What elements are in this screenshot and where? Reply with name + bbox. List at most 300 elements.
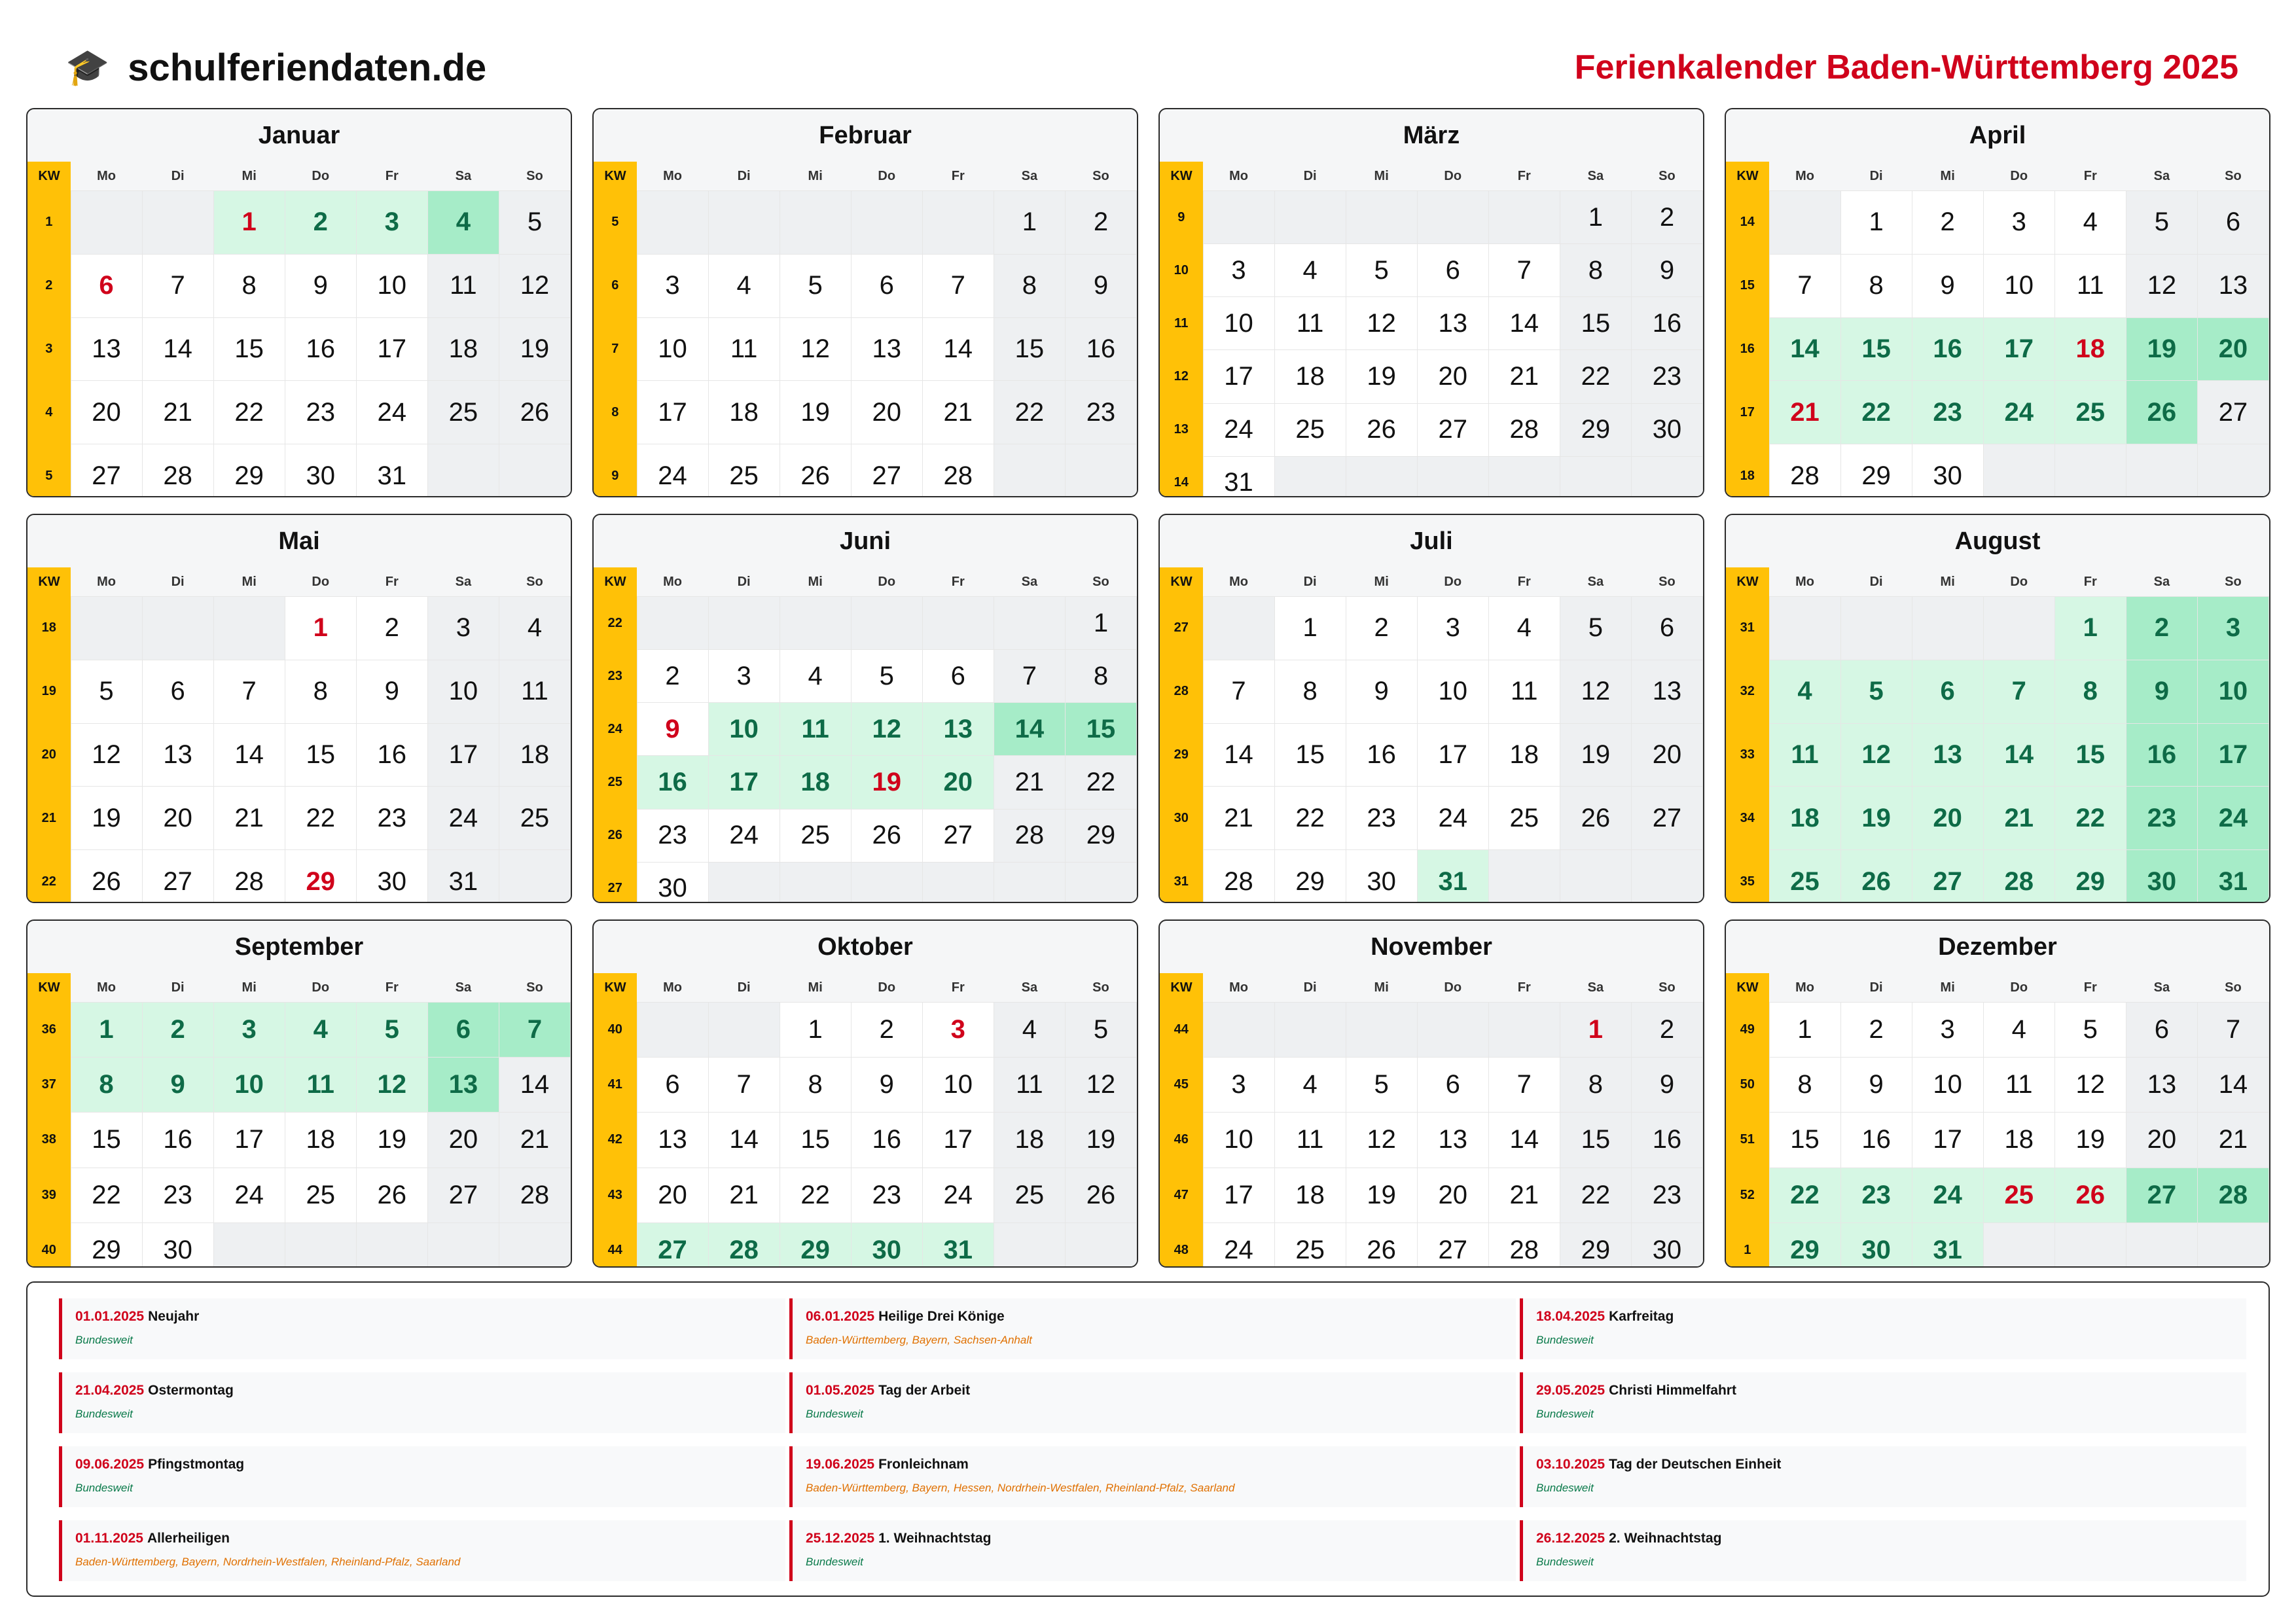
day-cell: 14 (708, 1113, 780, 1168)
empty-cell (922, 191, 994, 255)
day-cell: 6 (1631, 597, 1702, 660)
week-row (27, 723, 571, 787)
day-cell: 19 (1560, 723, 1631, 787)
empty-cell (1346, 191, 1417, 244)
day-cell: 14 (499, 1058, 570, 1113)
kw-number: 52 (1726, 1168, 1769, 1222)
kw-number: 31 (1160, 850, 1203, 903)
day-cell: 29 (1274, 850, 1346, 903)
kw-number: 1 (27, 191, 71, 255)
day-cell: 25 (285, 1168, 356, 1222)
week-row (27, 191, 571, 255)
empty-cell (780, 191, 851, 255)
weekday-header: Sa (427, 973, 499, 1003)
empty-cell (637, 597, 708, 650)
day-cell: 13 (1631, 660, 1702, 723)
kw-number: 36 (27, 1003, 71, 1058)
day-cell: 6 (2197, 191, 2269, 255)
day-cell: 23 (2126, 787, 2197, 850)
weekday-header: Di (1274, 973, 1346, 1003)
week-row (1160, 787, 1703, 850)
weekday-header: So (1631, 162, 1702, 191)
kw-number: 47 (1160, 1168, 1203, 1222)
day-cell: 8 (994, 254, 1065, 317)
empty-cell (1488, 456, 1560, 497)
day-cell: 23 (142, 1168, 213, 1222)
weekday-header: Sa (994, 973, 1065, 1003)
day-cell: 6 (637, 1058, 708, 1113)
day-cell: 5 (356, 1003, 427, 1058)
week-row (1726, 723, 2269, 787)
day-cell: 24 (1417, 787, 1488, 850)
kw-number: 37 (27, 1058, 71, 1113)
day-cell: 28 (2197, 1168, 2269, 1222)
empty-cell (637, 1003, 708, 1058)
day-cell: 22 (1769, 1168, 1840, 1222)
weekday-header: Sa (1560, 162, 1631, 191)
day-cell: 16 (1631, 297, 1702, 350)
day-cell: 2 (637, 650, 708, 703)
day-cell: 3 (427, 597, 499, 660)
day-cell: 15 (213, 317, 285, 381)
day-cell: 13 (2197, 254, 2269, 317)
site-name: schulferiendaten.de (128, 46, 487, 89)
kw-header: KW (1160, 162, 1203, 191)
kw-number: 49 (1726, 1003, 1769, 1058)
day-cell: 16 (356, 723, 427, 787)
kw-number: 39 (27, 1168, 71, 1222)
day-cell: 4 (2054, 191, 2126, 255)
holiday-date: 19.06.2025 (806, 1457, 875, 1472)
empty-cell (1983, 444, 2054, 497)
day-cell: 12 (1560, 660, 1631, 723)
empty-cell (1417, 456, 1488, 497)
day-cell: 19 (780, 381, 851, 444)
site-logo[interactable] (65, 38, 486, 97)
kw-header: KW (27, 973, 71, 1003)
day-cell: 5 (1346, 1058, 1417, 1113)
holiday-item (789, 1298, 1516, 1359)
holiday-regions: Bundesweit (1536, 1408, 1594, 1420)
kw-number: 8 (594, 381, 637, 444)
day-cell: 7 (499, 1003, 570, 1058)
day-cell: 21 (1488, 350, 1560, 403)
month-title: Januar (258, 122, 340, 149)
day-cell: 20 (427, 1113, 499, 1168)
kw-number: 22 (27, 850, 71, 903)
weekday-header: Sa (2126, 567, 2197, 597)
day-cell: 6 (2126, 1003, 2197, 1058)
month-dezember (1725, 919, 2270, 1268)
weekday-header: Mo (1203, 162, 1274, 191)
day-cell: 19 (1346, 350, 1417, 403)
month-januar (26, 108, 572, 497)
day-cell: 24 (213, 1168, 285, 1222)
day-cell: 3 (637, 254, 708, 317)
holiday-name: Ostermontag (148, 1383, 234, 1398)
holiday-date: 03.10.2025 (1536, 1457, 1605, 1472)
kw-number: 22 (594, 597, 637, 650)
day-cell: 29 (285, 850, 356, 903)
day-cell: 2 (2126, 597, 2197, 660)
day-cell: 26 (1346, 1222, 1417, 1268)
weekday-header: Di (708, 973, 780, 1003)
day-cell: 3 (922, 1003, 994, 1058)
day-cell: 3 (1203, 244, 1274, 297)
kw-number: 9 (594, 444, 637, 497)
day-cell: 18 (994, 1113, 1065, 1168)
day-cell: 17 (922, 1113, 994, 1168)
weekday-header: Sa (2126, 973, 2197, 1003)
kw-header: KW (1726, 162, 1769, 191)
day-cell: 13 (1417, 1113, 1488, 1168)
day-cell: 6 (1417, 1058, 1488, 1113)
empty-cell (499, 850, 570, 903)
empty-cell (1631, 456, 1702, 497)
empty-cell (1983, 597, 2054, 660)
kw-number: 14 (1160, 456, 1203, 497)
day-cell: 16 (2126, 723, 2197, 787)
day-cell: 24 (2197, 787, 2269, 850)
day-cell: 2 (1840, 1003, 1912, 1058)
day-cell: 26 (851, 809, 922, 862)
empty-cell (427, 1222, 499, 1268)
day-cell: 17 (637, 381, 708, 444)
kw-number: 11 (1160, 297, 1203, 350)
day-cell: 24 (356, 381, 427, 444)
kw-number: 12 (1160, 350, 1203, 403)
weekday-header: Fr (1488, 162, 1560, 191)
week-row (27, 444, 571, 497)
weekday-header: So (2197, 567, 2269, 597)
holiday-item (59, 1446, 785, 1507)
holiday-item (1520, 1298, 2246, 1359)
kw-number: 3 (27, 317, 71, 381)
empty-cell (1912, 597, 1983, 660)
day-cell: 10 (708, 703, 780, 756)
day-cell: 6 (1912, 660, 1983, 723)
weekday-header: Mi (780, 567, 851, 597)
day-cell: 17 (1203, 1168, 1274, 1222)
day-cell: 5 (499, 191, 570, 255)
weekday-header: Do (1983, 567, 2054, 597)
day-cell: 2 (1912, 191, 1983, 255)
holiday-date: 21.04.2025 (75, 1383, 145, 1398)
weekday-header: Sa (994, 162, 1065, 191)
weekday-header: Mi (780, 973, 851, 1003)
weekday-header: Fr (356, 567, 427, 597)
day-cell: 23 (356, 787, 427, 850)
day-cell: 6 (427, 1003, 499, 1058)
week-row (1160, 1168, 1703, 1222)
month-oktober (592, 919, 1138, 1268)
day-cell: 30 (1840, 1222, 1912, 1268)
day-cell: 1 (71, 1003, 142, 1058)
day-cell: 4 (285, 1003, 356, 1058)
empty-cell (285, 1222, 356, 1268)
day-cell: 10 (1983, 254, 2054, 317)
weekday-header: Do (1417, 973, 1488, 1003)
empty-cell (1065, 862, 1136, 903)
day-cell: 12 (71, 723, 142, 787)
kw-number: 4 (27, 381, 71, 444)
week-row (27, 381, 571, 444)
kw-number: 33 (1726, 723, 1769, 787)
week-row (594, 756, 1137, 809)
week-row (1726, 444, 2269, 497)
holiday-item (789, 1446, 1516, 1507)
week-row (1726, 1113, 2269, 1168)
day-cell: 5 (71, 660, 142, 723)
day-cell: 12 (851, 703, 922, 756)
weekday-header: Sa (994, 567, 1065, 597)
day-cell: 16 (1912, 317, 1983, 381)
kw-number: 40 (594, 1003, 637, 1058)
day-cell: 27 (1912, 850, 1983, 903)
weekday-header: Di (142, 973, 213, 1003)
day-cell: 3 (1983, 191, 2054, 255)
page-title: Ferienkalender Baden-Württemberg 2025 (1574, 48, 2238, 86)
kw-number: 51 (1726, 1113, 1769, 1168)
day-cell: 4 (427, 191, 499, 255)
day-cell: 18 (499, 723, 570, 787)
day-cell: 30 (356, 850, 427, 903)
day-cell: 10 (356, 254, 427, 317)
day-cell: 24 (637, 444, 708, 497)
day-cell: 22 (1560, 1168, 1631, 1222)
week-row (1726, 381, 2269, 444)
day-cell: 29 (1065, 809, 1136, 862)
weekday-header: So (2197, 162, 2269, 191)
empty-cell (71, 191, 142, 255)
day-cell: 20 (1631, 723, 1702, 787)
holiday-regions: Bundesweit (75, 1482, 133, 1494)
day-cell: 6 (851, 254, 922, 317)
day-cell: 1 (1840, 191, 1912, 255)
day-cell: 20 (1417, 1168, 1488, 1222)
holiday-regions: Bundesweit (1536, 1556, 1594, 1568)
day-cell: 28 (142, 444, 213, 497)
day-cell: 15 (1769, 1113, 1840, 1168)
holiday-regions: Bundesweit (1536, 1482, 1594, 1494)
day-cell: 24 (1983, 381, 2054, 444)
weekday-header: Di (142, 162, 213, 191)
week-row (27, 1003, 571, 1058)
day-cell: 17 (2197, 723, 2269, 787)
day-cell: 10 (1417, 660, 1488, 723)
week-row (594, 809, 1137, 862)
holiday-item (1520, 1520, 2246, 1581)
empty-cell (1203, 597, 1274, 660)
day-cell: 23 (1912, 381, 1983, 444)
week-row (1726, 597, 2269, 660)
empty-cell (637, 191, 708, 255)
weekday-header: So (1065, 567, 1136, 597)
day-cell: 28 (1488, 1222, 1560, 1268)
kw-number: 44 (594, 1222, 637, 1268)
kw-number: 13 (1160, 403, 1203, 456)
day-cell: 12 (2126, 254, 2197, 317)
week-row (1160, 660, 1703, 723)
day-cell: 14 (1983, 723, 2054, 787)
day-cell: 28 (1488, 403, 1560, 456)
kw-header: KW (1726, 973, 1769, 1003)
weekday-header: So (499, 567, 570, 597)
weekday-header: Di (1840, 567, 1912, 597)
kw-number: 25 (594, 756, 637, 809)
empty-cell (780, 597, 851, 650)
day-cell: 2 (1631, 191, 1702, 244)
day-cell: 29 (71, 1222, 142, 1268)
day-cell: 6 (922, 650, 994, 703)
day-cell: 26 (1065, 1168, 1136, 1222)
day-cell: 7 (1769, 254, 1840, 317)
day-cell: 19 (2126, 317, 2197, 381)
empty-cell (213, 1222, 285, 1268)
month-title: Februar (819, 122, 912, 149)
day-cell: 27 (2197, 381, 2269, 444)
kw-header: KW (27, 567, 71, 597)
weekday-header: Fr (356, 973, 427, 1003)
day-cell: 15 (994, 317, 1065, 381)
day-cell: 31 (427, 850, 499, 903)
kw-number: 32 (1726, 660, 1769, 723)
day-cell: 29 (2054, 850, 2126, 903)
day-cell: 13 (2126, 1058, 2197, 1113)
kw-number: 17 (1726, 381, 1769, 444)
holiday-date: 18.04.2025 (1536, 1309, 1605, 1324)
kw-number: 19 (27, 660, 71, 723)
day-cell: 30 (1346, 850, 1417, 903)
holiday-regions: Bundesweit (806, 1556, 863, 1568)
day-cell: 27 (2126, 1168, 2197, 1222)
holiday-name: Fronleichnam (878, 1457, 969, 1472)
day-cell: 26 (499, 381, 570, 444)
day-cell: 20 (922, 756, 994, 809)
day-cell: 4 (994, 1003, 1065, 1058)
day-cell: 22 (2054, 787, 2126, 850)
day-cell: 2 (285, 191, 356, 255)
day-cell: 27 (142, 850, 213, 903)
day-cell: 16 (1065, 317, 1136, 381)
day-cell: 28 (708, 1222, 780, 1268)
weekday-header: Fr (922, 567, 994, 597)
holiday-name: Christi Himmelfahrt (1609, 1383, 1736, 1398)
empty-cell (1203, 1003, 1274, 1058)
empty-cell (1488, 1003, 1560, 1058)
day-cell: 21 (708, 1168, 780, 1222)
holiday-name: Heilige Drei Könige (878, 1309, 1005, 1324)
weekday-header: Mi (213, 567, 285, 597)
day-cell: 22 (1274, 787, 1346, 850)
day-cell: 11 (1488, 660, 1560, 723)
day-cell: 10 (1203, 1113, 1274, 1168)
holiday-regions: Baden-Württemberg, Bayern, Sachsen-Anhalt (806, 1334, 1032, 1346)
day-cell: 29 (1769, 1222, 1840, 1268)
day-cell: 15 (1560, 297, 1631, 350)
day-cell: 5 (1346, 244, 1417, 297)
kw-number: 43 (594, 1168, 637, 1222)
day-cell: 10 (922, 1058, 994, 1113)
day-cell: 11 (427, 254, 499, 317)
weekday-header: Mo (637, 162, 708, 191)
day-cell: 18 (1769, 787, 1840, 850)
day-cell: 9 (637, 703, 708, 756)
day-cell: 23 (1631, 1168, 1702, 1222)
weekday-header: Sa (1560, 973, 1631, 1003)
weekday-header: Do (285, 162, 356, 191)
weekday-header: Di (1274, 567, 1346, 597)
week-row (1726, 660, 2269, 723)
day-cell: 2 (851, 1003, 922, 1058)
day-cell: 12 (2054, 1058, 2126, 1113)
week-row (27, 597, 571, 660)
day-cell: 10 (213, 1058, 285, 1113)
day-cell: 17 (213, 1113, 285, 1168)
day-cell: 22 (780, 1168, 851, 1222)
kw-number: 30 (1160, 787, 1203, 850)
day-cell: 22 (1840, 381, 1912, 444)
empty-cell (708, 597, 780, 650)
holiday-date: 09.06.2025 (75, 1457, 145, 1472)
day-cell: 7 (1983, 660, 2054, 723)
weekday-header: Mo (637, 567, 708, 597)
day-cell: 24 (1203, 403, 1274, 456)
week-row (594, 1222, 1137, 1268)
kw-header: KW (27, 162, 71, 191)
weekday-header: Mi (1912, 567, 1983, 597)
day-cell: 13 (637, 1113, 708, 1168)
week-row (1160, 1222, 1703, 1268)
day-cell: 8 (71, 1058, 142, 1113)
weekday-header: Mi (1912, 162, 1983, 191)
weekday-header: Sa (2126, 162, 2197, 191)
day-cell: 11 (285, 1058, 356, 1113)
day-cell: 30 (1912, 444, 1983, 497)
day-cell: 27 (1631, 787, 1702, 850)
day-cell: 26 (780, 444, 851, 497)
day-cell: 18 (2054, 317, 2126, 381)
page-header (65, 38, 2238, 97)
day-cell: 21 (1769, 381, 1840, 444)
holiday-item (59, 1298, 785, 1359)
day-cell: 4 (708, 254, 780, 317)
week-row (1160, 403, 1703, 456)
day-cell: 11 (1274, 1113, 1346, 1168)
week-row (1160, 597, 1703, 660)
day-cell: 14 (2197, 1058, 2269, 1113)
weekday-header: So (2197, 973, 2269, 1003)
week-row (594, 1058, 1137, 1113)
week-row (594, 381, 1137, 444)
day-cell: 31 (1417, 850, 1488, 903)
day-cell: 29 (1560, 1222, 1631, 1268)
day-cell: 7 (213, 660, 285, 723)
empty-cell (1417, 191, 1488, 244)
kw-header: KW (1160, 567, 1203, 597)
day-cell: 18 (427, 317, 499, 381)
kw-number: 48 (1160, 1222, 1203, 1268)
empty-cell (851, 597, 922, 650)
day-cell: 6 (142, 660, 213, 723)
day-cell: 2 (142, 1003, 213, 1058)
day-cell: 15 (1560, 1113, 1631, 1168)
month-juli (1158, 514, 1704, 903)
day-cell: 13 (71, 317, 142, 381)
day-cell: 20 (1912, 787, 1983, 850)
day-cell: 20 (1417, 350, 1488, 403)
day-cell: 30 (851, 1222, 922, 1268)
